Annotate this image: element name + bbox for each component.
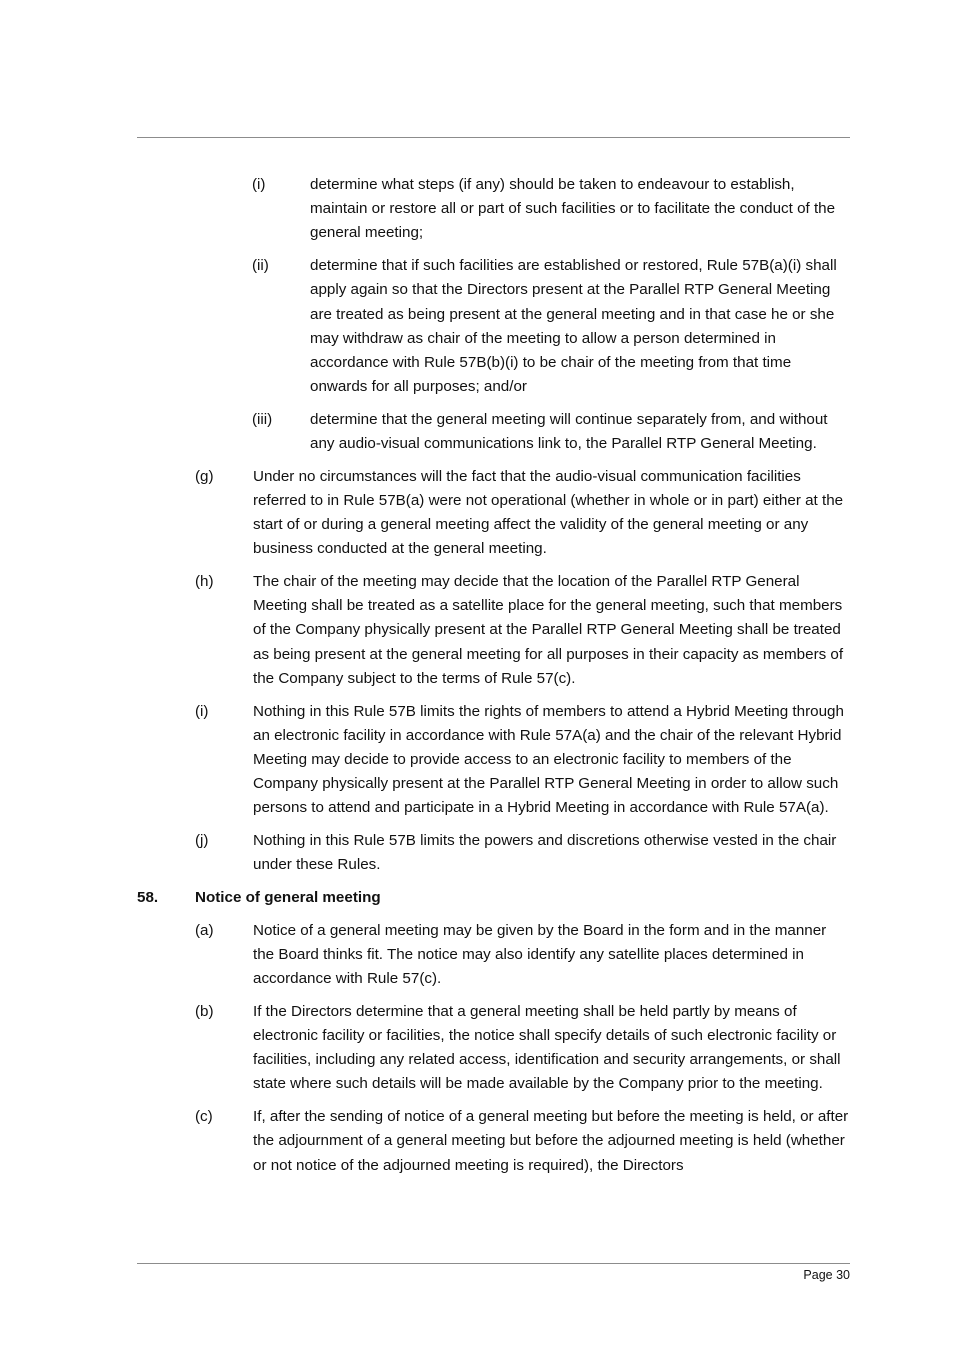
paragraph-text: Nothing in this Rule 57B limits the rights of members to attend a Hybrid Meeting through an electronic facility in accordance with Rule 57A(a) and the chair of the relevant Hybrid Meeting may decide to provide access to an electronic facility to members of the Company physically present at the Parallel RTP General Meeting in order to allow such persons to attend and participate in a Hybrid Meeting in accordance with Rule 57A(a). [253, 702, 844, 817]
document-body [137, 173, 850, 1186]
subparagraph-text: determine that if such facilities are established or restored, Rule 57B(a)(i) shall apply again so that the Directors present at the Parallel RTP General Meeting are treated as being present at the general meeting and in that case he or she may withdraw as chair of the meeting to allow a person determined in accordance with Rule 57B(b)(i) to be chair of the meeting from that time onwards for all purposes; and/or [310, 257, 837, 396]
paragraph-text: If the Directors determine that a general meeting shall be held partly by means of electronic facility or facilities, the notice shall specify details of such electronic facility or facilities, including any related access, identification and security arrangements, or shall state where such details will be made available by the Company prior to the meeting. [253, 1002, 841, 1093]
paragraph-text: Nothing in this Rule 57B limits the powers and discretions otherwise vested in the chair under these Rules. [253, 832, 837, 874]
paragraph-text: If, after the sending of notice of a general meeting but before the meeting is held, or after the adjournment of a general meeting but before the adjourned meeting is held (whether or not notice of the adjourned meeting is required), the Directors [253, 1108, 849, 1174]
subparagraph-ii [137, 254, 850, 399]
paragraph-label: (a) [195, 921, 214, 939]
paragraph-text: Under no circumstances will the fact that the audio-visual communication facilities referred to in Rule 57B(a) were not operational (whether in whole or in part) either at the start of or during a general meeting affect the validity of the general meeting or any business conducted at the general meeting. [253, 467, 844, 558]
paragraph-g [137, 465, 850, 562]
subparagraph-i [137, 173, 850, 246]
subparagraph-iii [137, 408, 850, 456]
paragraph-label: (j) [195, 832, 209, 850]
paragraph-label: (h) [195, 573, 214, 591]
paragraph-text: The chair of the meeting may decide that the location of the Parallel RTP General Meeting shall be treated as a satellite place for the general meeting, such that members of the Company physically present at the Parallel RTP General Meeting shall be treated as being present at the general meeting for all purposes in their capacity as members of the Company subject to the terms of Rule 57(c). [253, 573, 844, 687]
subparagraph-label: (iii) [252, 410, 273, 428]
paragraph-label: (g) [195, 467, 214, 485]
paragraph-58b [137, 1000, 850, 1097]
footer-rule [137, 1263, 850, 1264]
paragraph-i [137, 700, 850, 821]
page-number: Page 30 [803, 1268, 850, 1282]
paragraph-58a [137, 919, 850, 992]
paragraph-text: Notice of a general meeting may be given by the Board in the form and in the manner the Board thinks fit. The notice may also identify any satellite places determined in accordance with Rule 57(c). [253, 921, 827, 988]
paragraph-58c [137, 1105, 850, 1178]
paragraph-label: (b) [195, 1002, 214, 1020]
subparagraph-label: (ii) [252, 257, 269, 275]
paragraph-label: (i) [195, 702, 209, 720]
paragraph-label: (c) [195, 1108, 213, 1126]
subparagraph-text: determine what steps (if any) should be taken to endeavour to establish, maintain or restore all or part of such facilities or to facilitate the conduct of the general meeting; [310, 176, 836, 242]
paragraph-h [137, 570, 850, 691]
rule-title: Notice of general meeting [195, 888, 381, 906]
subparagraph-text: determine that the general meeting will continue separately from, and without any audio-visual communications link to, the Parallel RTP General Meeting. [310, 410, 828, 453]
paragraph-j [137, 829, 850, 877]
header-rule [137, 137, 850, 138]
rule-number: 58. [137, 888, 159, 906]
subparagraph-label: (i) [252, 176, 266, 193]
rule-58-heading [137, 886, 850, 910]
